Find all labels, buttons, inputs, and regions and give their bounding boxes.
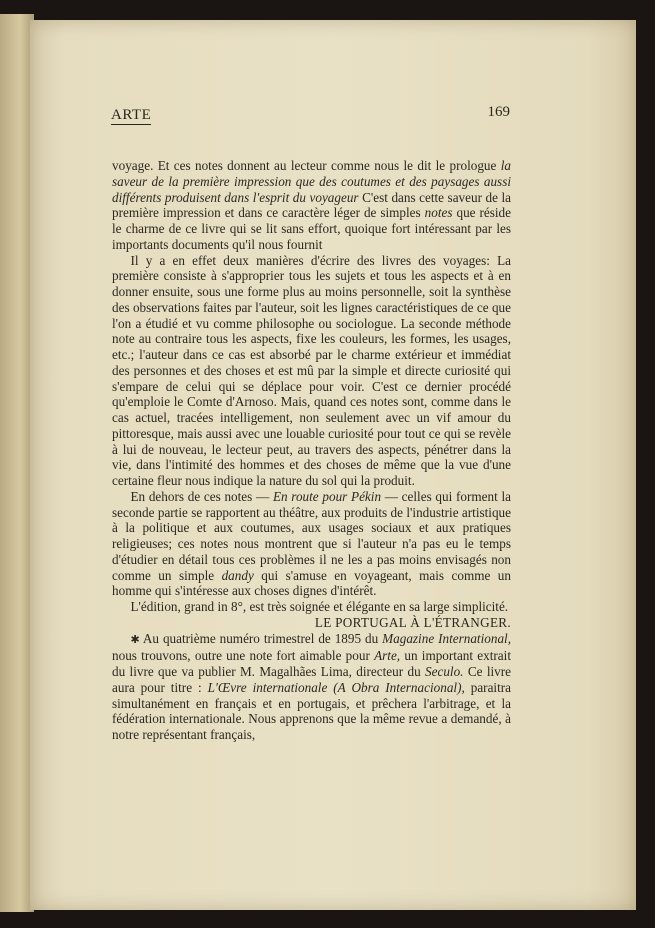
paragraph-5: ✱ Au quatrième numéro trimestrel de 1895 du Magazine International, nous trouvons, outre une note fort aimable pour Arte, un important extrait du livre que va publier M. Magalhães Lima, directeur du Seculo. Ce livre aura pour titre : L'Œvre internationale (A Obra Internacional), paraitra simultanément en français et en portugais, et prêchera l'arbitrage, et la fédération internationale. Nous apprenons que la même revue a demandé, à notre représentant français, — [112, 630, 512, 742]
asterisk-ornament: ✱ — [130, 633, 140, 646]
paragraph-2: Il y a en effet deux manières d'écrire des livres des voyages: La première consiste à s'approprier tous les sujets et tous les aspects et à en donner ensuite, sous une forme plus au moins personnelle, soit la synthèse des observations faites par l'auteur, soit les lignes caractéristiques de ce que l'on a étudié et vu comme philosophe ou sociologue. La seconde méthode note au contraire tous les aspects, fixe les couleurs, les formes, les usages, etc.; l'auteur dans ce cas est absorbé par le charme extérieur et immédiat des personnes et des choses et est mû par la simple et directe curiosité qui s'empare de celui qui se déplace pour voir. C'est ce dernier procédé qu'emploie le Comte d'Arnoso. Mais, quand ces notes sont, comme dans le cas actuel, tracées intelligement, non seulement avec un vif amour du pittoresque, mais aussi avec une louable curiosité pour tout ce qui se revèle à lui de nouveau, le lecteur peut, au travers des aspects, pénétrer dans la vie, dans l'intimité des hommes et des choses de même que la vue d'une certaine fleur nous indique la nature du sol qui la produit. — [112, 252, 511, 488]
page-number: 169 — [487, 104, 510, 120]
previous-page-edge — [0, 14, 34, 912]
paragraph-3: En dehors de ces notes — En route pour Pékin — celles qui forment la seconde partie se rapportent au théâtre, aux produits de l'industrie artistique à la politique et aux coutumes, aux usages sociaux et aux pratiques religieuses; ces notes nous montrent que si l'auteur n'a pas eu le temps d'étudier en détail tous ces problèmes il ne les a pas moins envisagés non comme un simple dandy qui s'amuse en voyageant, mais comme un homme qui s'intéresse aux choses dignes d'intérêt. — [112, 488, 511, 599]
paragraph-1: voyage. Et ces notes donnent au lecteur comme nous le dit le prologue la saveur de la première impression que des coutumes et des paysages aussi différents produisent dans l'esprit du voyageur C'est dans cette saveur de la première impression et dans ce caractère léger de simples notes que réside le charme de ce livre qui se lit sans effort, quoique fort intéressant par les importants documents qu'il nous fournit — [112, 158, 511, 252]
running-head — [111, 107, 511, 124]
section-heading: LE PORTUGAL À L'ÉTRANGER. — [314, 614, 511, 630]
paragraph-4: L'édition, grand in 8°, est très soignée et élégante en sa large simplicité. — [130, 599, 509, 614]
running-title: ARTE — [111, 107, 152, 123]
body-text — [112, 158, 511, 743]
